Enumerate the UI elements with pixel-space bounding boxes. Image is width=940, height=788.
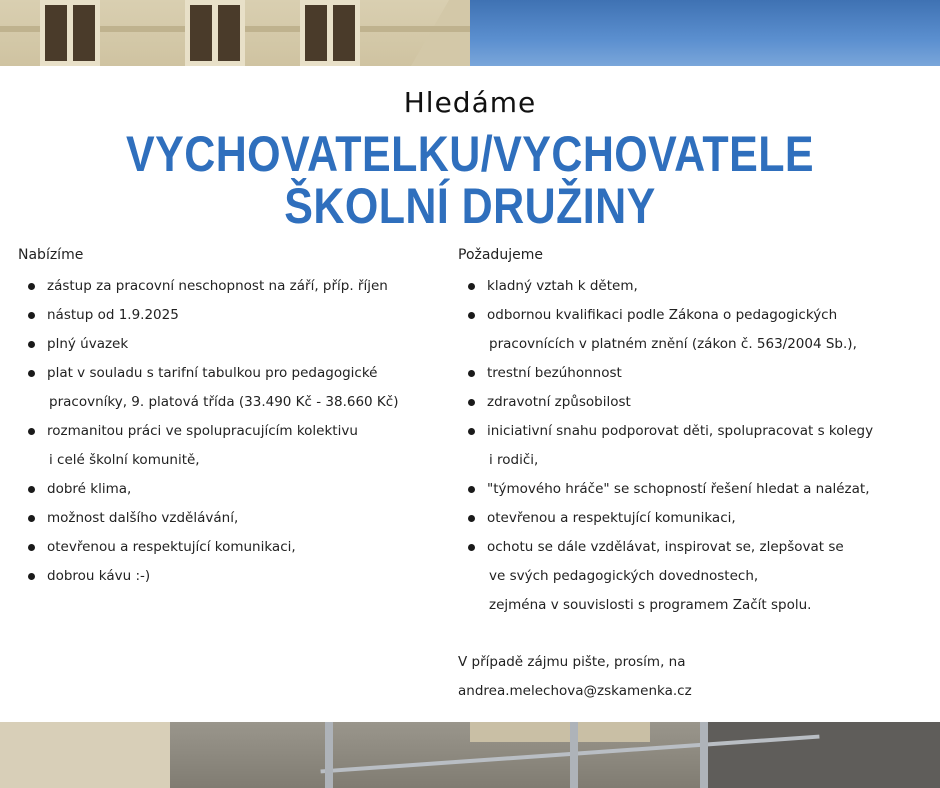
header-photo bbox=[0, 0, 940, 66]
list-item: možnost dalšího vzdělávání, bbox=[18, 504, 448, 533]
contact-block bbox=[458, 648, 928, 706]
contact-email[interactable]: andrea.melechova@zskamenka.cz bbox=[458, 683, 692, 699]
stone-bench bbox=[470, 722, 650, 742]
requirements-list bbox=[458, 272, 928, 620]
list-item-continuation: ve svých pedagogických dovednostech, bbox=[489, 568, 759, 584]
list-item-continuation: i rodiči, bbox=[489, 452, 539, 468]
job-title-line-1: VYCHOVATELKU/VYCHOVATELE bbox=[125, 126, 814, 182]
footer-photo bbox=[0, 722, 940, 788]
list-item: dobré klima, bbox=[18, 475, 448, 504]
list-item-continuation: zejména v souvislosti s programem Začít spolu. bbox=[489, 597, 812, 613]
list-item: plat v souladu s tarifní tabulkou pro pedagogické bbox=[18, 359, 448, 388]
list-item: ochotu se dále vzdělávat, inspirovat se, zlepšovat se bbox=[458, 533, 928, 562]
list-item: trestní bezúhonnost bbox=[458, 359, 928, 388]
railing-post bbox=[570, 722, 578, 788]
list-item: nástup od 1.9.2025 bbox=[18, 301, 448, 330]
list-item: plný úvazek bbox=[18, 330, 448, 359]
list-item: zdravotní způsobilost bbox=[458, 388, 928, 417]
road bbox=[700, 722, 940, 788]
list-item-continuation: pracovnících v platném znění (zákon č. 563/2004 Sb.), bbox=[489, 336, 857, 352]
intro-text: Hledáme bbox=[403, 86, 537, 119]
list-item-continuation: pracovníky, 9. platová třída (33.490 Kč - 38.660 Kč) bbox=[49, 394, 399, 410]
list-item: otevřenou a respektující komunikaci, bbox=[18, 533, 448, 562]
list-item: zástup za pracovní neschopnost na září, příp. říjen bbox=[18, 272, 448, 301]
requirements-title: Požadujeme bbox=[458, 247, 543, 263]
contact-text: V případě zájmu pište, prosím, na bbox=[458, 654, 686, 670]
railing-post bbox=[700, 722, 708, 788]
offer-title: Nabízíme bbox=[18, 247, 84, 263]
railing-post bbox=[325, 722, 333, 788]
offer-column bbox=[18, 244, 448, 591]
job-title-line-2: ŠKOLNÍ DRUŽINY bbox=[284, 178, 656, 234]
building-window bbox=[300, 0, 360, 66]
list-item: dobrou kávu :-) bbox=[18, 562, 448, 591]
list-item: odbornou kvalifikaci podle Zákona o pedagogických bbox=[458, 301, 928, 330]
building-window bbox=[40, 0, 100, 66]
requirements-column bbox=[458, 244, 928, 620]
list-item: "týmového hráče" se schopností řešení hledat a nalézat, bbox=[458, 475, 928, 504]
stone-wall bbox=[0, 722, 170, 788]
offer-list bbox=[18, 272, 448, 591]
list-item: otevřenou a respektující komunikaci, bbox=[458, 504, 928, 533]
list-item: iniciativní snahu podporovat děti, spolupracovat s kolegy bbox=[458, 417, 928, 446]
list-item: kladný vztah k dětem, bbox=[458, 272, 928, 301]
building-window bbox=[185, 0, 245, 66]
list-item-continuation: i celé školní komunitě, bbox=[49, 452, 200, 468]
list-item: rozmanitou práci ve spolupracujícím kolektivu bbox=[18, 417, 448, 446]
